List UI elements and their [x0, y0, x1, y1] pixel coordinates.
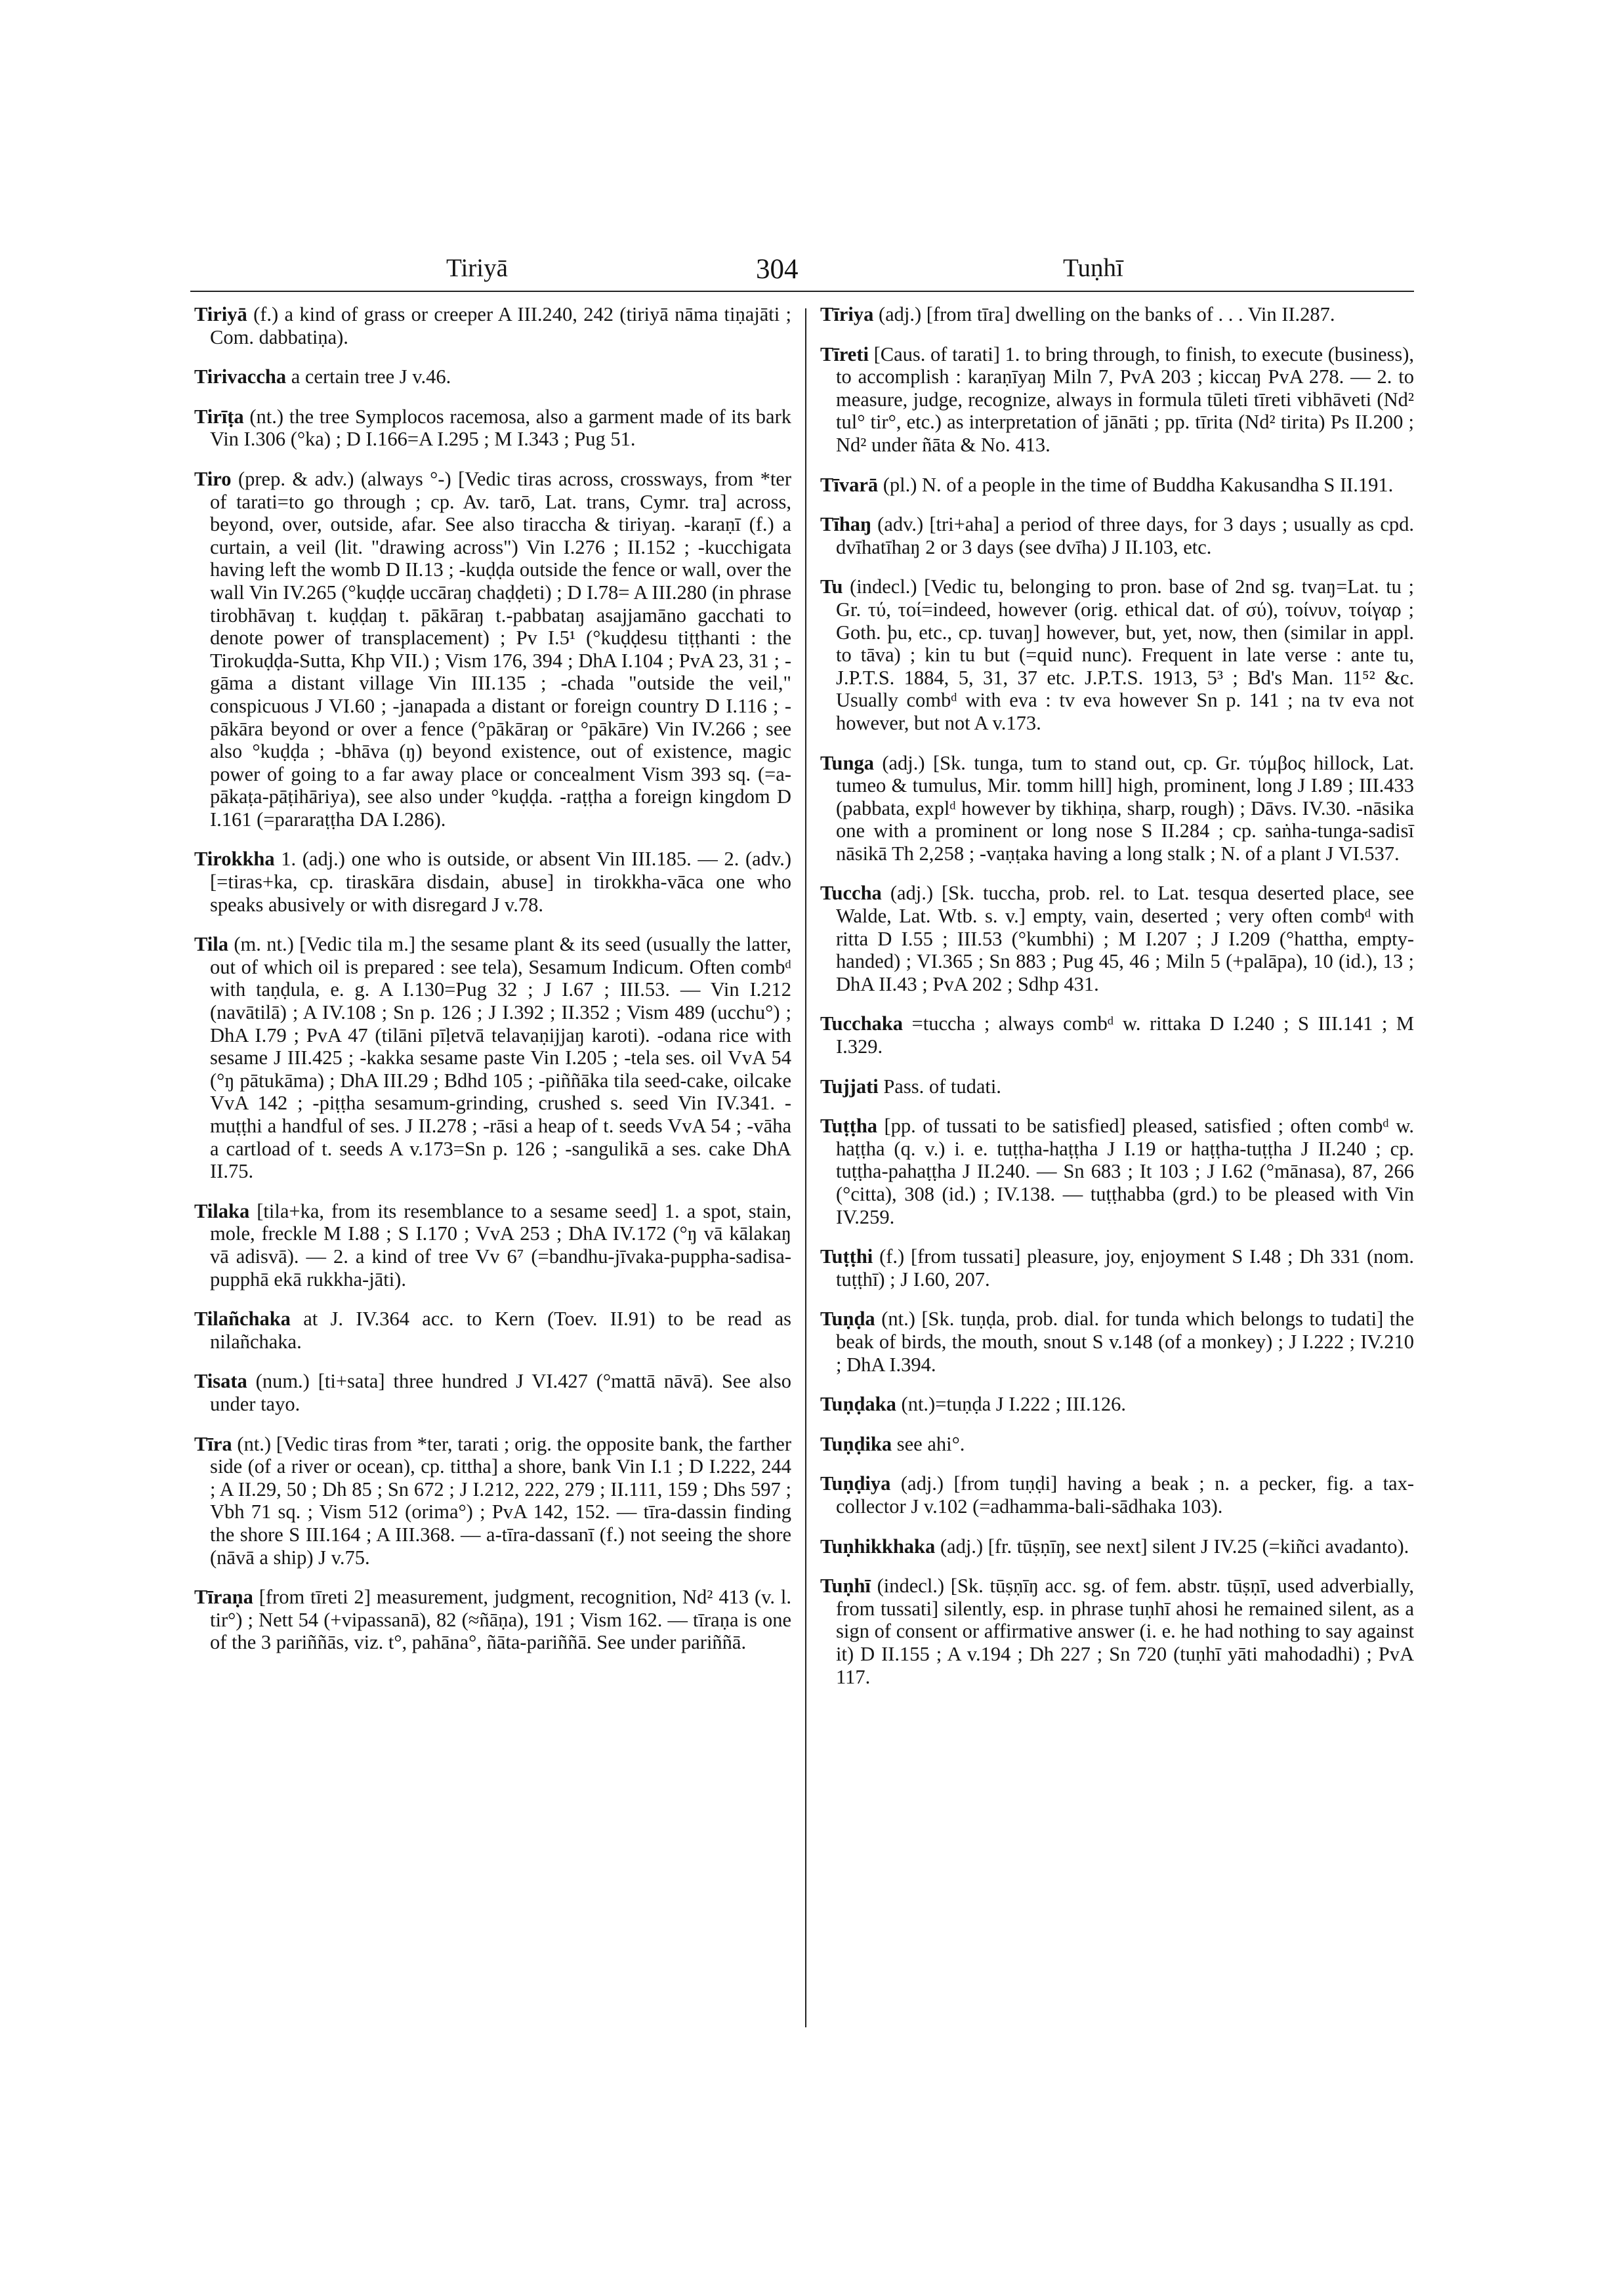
entry-body: (adj.) [from tuṇḍi] having a beak ; n. a pecker, fig. a tax-collector J v.102 (=adhamma-bali-sādhaka 103).	[836, 1472, 1414, 1518]
entry-body: (num.) [ti+sata] three hundred J VI.427 (°mattā nāvā). See also under tayo.	[210, 1370, 791, 1415]
entry-headword: Tisata	[194, 1370, 247, 1393]
column-divider	[805, 308, 806, 2027]
entry-body: (adj.) [Sk. tunga, tum to stand out, cp. Gr. τύμβος hillock, Lat. tumeo & tumulus, Mir. tomm hill] high, prominent, long J I.89 ; III.433 (pabbata, explᵈ however by tikhiṇa, sharp, rough) ; Dāvs. IV.30. -nāsika one with a prominent or long nose S II.284 ; cp. saṅha-tunga-sadisī nāsikā Th 2,258 ; -vaṇṭaka having a long stalk ; N. of a plant J VI.537.	[836, 751, 1414, 865]
dictionary-entry	[820, 1075, 1414, 1098]
entry-headword: Tiriyā	[194, 303, 247, 325]
dictionary-entry	[194, 1200, 791, 1291]
dictionary-entry	[820, 1012, 1414, 1058]
dictionary-entry	[820, 303, 1414, 326]
entry-headword: Tilaka	[194, 1199, 250, 1222]
entry-body: [Caus. of tarati] 1. to bring through, to finish, to execute (business), to accomplish : karaṇīyaŋ Miln 7, PvA 203 ; kiccaŋ PvA 278. — 2. to measure, judge, recognize, always in formula tūleti tīreti vibhāveti (Nd² tul° tir°, etc.) as interpretation of jānāti ; pp. tīrita (Nd² tirita) Ps II.200 ; Nd² under ñāta & No. 413.	[836, 342, 1415, 456]
entry-body: 1. (adj.) one who is outside, or absent Vin III.185. — 2. (adv.) [=tiras+ka, cp. tiraskāra disdain, abuse] in tirokkha-vāca one who speaks abusively or with disregard J v.78.	[210, 848, 791, 916]
entry-headword: Tīvarā	[820, 473, 879, 496]
dictionary-entry	[194, 1308, 791, 1353]
entry-body: =tuccha ; always combᵈ w. rittaka D I.240 ; S III.141 ; M I.329.	[836, 1012, 1415, 1058]
entry-body: (indecl.) [Sk. tūṣṇīŋ acc. sg. of fem. abstr. tūṣṇī, used adverbially, from tussati] silently, esp. in phrase tuṇhī ahosi he remained silent, as a sign of consent or affirmative answer (i. e. he had nothing to say against it) D II.155 ; A v.194 ; Dh 227 ; Sn 720 (tuṇhī yāti mahodadhi) ; PvA 117.	[836, 1575, 1415, 1688]
dictionary-entry	[194, 1586, 791, 1654]
dictionary-entry	[194, 405, 791, 451]
entry-headword: Tuṭṭha	[820, 1115, 878, 1138]
entry-headword: Tirokkha	[194, 848, 275, 871]
dictionary-entry	[820, 1308, 1414, 1376]
left-column	[194, 303, 791, 1671]
dictionary-entry	[194, 1370, 791, 1415]
entry-body: (nt.) [Sk. tuṇḍa, prob. dial. for tunda which belongs to tudati] the beak of birds, the mouth, snout S v.148 (of a monkey) ; J I.222 ; IV.210 ; DhA I.394.	[836, 1308, 1415, 1376]
dictionary-entry	[820, 752, 1414, 865]
dictionary-entry	[194, 303, 791, 348]
entry-body: (nt.) [Vedic tiras from *ter, tarati ; orig. the opposite bank, the farther side (of a river or ocean), cp. tittha] a shore, bank Vin I.1 ; D I.222, 244 ; A II.29, 50 ; Dh 85 ; Sn 672 ; J I.212, 222, 279 ; II.111, 159 ; Dhs 597 ; Vbh 71 sq. ; Vism 512 (orima°) ; PvA 142, 152. — tīra-dassin finding the shore S III.164 ; A III.368. — a-tīra-dassanī (f.) not seeing the shore (nāvā a ship) J v.75.	[210, 1432, 791, 1569]
running-header	[190, 253, 1414, 293]
entry-body: [from tīreti 2] measurement, judgment, recognition, Nd² 413 (v. l. tir°) ; Nett 54 (+vipassanā), 82 (≈ñāṇa), 191 ; Vism 162. — tīraṇa is one of the 3 pariññās, viz. t°, pahāna°, ñāta-pariññā. See under pariññā.	[210, 1586, 791, 1654]
entry-headword: Tīra	[194, 1432, 232, 1455]
entry-body: (adj.) [Sk. tuccha, prob. rel. to Lat. tesqua deserted place, see Walde, Lat. Wtb. s. v.] empty, vain, deserted ; very often combᵈ with rittа D I.55 ; III.53 (°kumbhi) ; M I.207 ; J I.209 (°hattha, empty-handed) ; VI.365 ; Sn 883 ; Pug 45, 46 ; Miln 5 (+palāpa), 10 (id.), 13 ; DhA II.43 ; PvA 202 ; Sdhp 431.	[836, 882, 1415, 995]
entry-headword: Tuṇḍaka	[820, 1393, 896, 1416]
entry-headword: Tuṇhikkhaka	[820, 1535, 936, 1558]
entry-body: at J. IV.364 acc. to Kern (Toev. II.91) to be read as nilañchaka.	[210, 1308, 791, 1353]
entry-headword: Tucchaka	[820, 1012, 904, 1035]
entry-body: (nt.) the tree Symplocos racemosa, also a garment made of its bark Vin I.306 (°ka) ; D I.166=A I.295 ; M I.343 ; Pug 51.	[210, 405, 792, 451]
entry-headword: Tīhaŋ	[820, 513, 871, 536]
dictionary-entry	[194, 1433, 791, 1569]
dictionary-entry	[820, 1472, 1414, 1518]
entry-headword: Tila	[194, 933, 228, 956]
entry-body: (indecl.) [Vedic tu, belonging to pron. base of 2nd sg. tvaŋ=Lat. tu ; Gr. τύ, τοί=indeed, however (orig. ethical dat. of σύ), τοίνυν, τοίγαρ ; Goth. þu, etc., cp. tuvaŋ] however, but, yet, now, then (similar in appl. to tāva) ; kin tu but (=quid nunc). Frequent in late verse : ante tu, J.P.T.S. 1884, 5, 31, 37 etc. J.P.T.S. 1913, 5³ ; Bd's Man. 11⁵² &c. Usually combᵈ with eva : tv eva however Sn p. 141 ; na tv eva not however, but not A v.173.	[836, 575, 1414, 734]
dictionary-entry	[820, 575, 1414, 734]
entry-body: (f.) [from tussati] pleasure, joy, enjoyment S I.48 ; Dh 331 (nom. tuṭṭhī) ; J I.60, 207.	[836, 1245, 1414, 1291]
dictionary-entry	[820, 1433, 1414, 1456]
entry-headword: Tunga	[820, 751, 874, 774]
entry-headword: Tirīṭa	[194, 405, 244, 428]
entry-headword: Tīreti	[820, 342, 869, 365]
dictionary-entry	[820, 1575, 1414, 1688]
right-column	[820, 303, 1414, 1705]
entry-body: [tila+ka, from its resemblance to a sesame seed] 1. a spot, stain, mole, freckle M I.88 ; S I.170 ; VvA 253 ; DhA IV.172 (°ŋ vā kālakaŋ vā adisvā). — 2. a kind of tree Vv 6⁷ (=bandhu-jīvaka-puppha-sadisa-pupphā ekā rukkha-jāti).	[210, 1199, 791, 1291]
entry-headword: Tu	[820, 575, 843, 598]
entry-headword: Tuṭṭhi	[820, 1245, 873, 1268]
entry-headword: Tiro	[194, 467, 232, 490]
entry-headword: Tuṇhī	[820, 1575, 871, 1598]
entry-body: a certain tree J v.46.	[291, 365, 451, 388]
entry-headword: Tuṇḍika	[820, 1432, 892, 1455]
dictionary-entry	[820, 474, 1414, 497]
entry-body: (f.) a kind of grass or creeper A III.240, 242 (tiriyā nāma tiṇajāti ; Com. dabbatiṇa).	[210, 303, 792, 348]
entry-headword: Tuṇḍiya	[820, 1472, 891, 1495]
entry-body: [pp. of tussati to be satisfied] pleased, satisfied ; often combᵈ w. haṭṭha (q. v.) i. e. tuṭṭha-haṭṭha J I.19 or haṭṭha-tuṭṭha J II.240 ; cp. tuṭṭha-pahaṭṭha J II.240. — Sn 683 ; It 103 ; J I.62 (°mānasa), 87, 266 (°citta), 308 (id.) ; IV.138. — tuṭṭhabba (grd.) to be pleased with Vin IV.259.	[836, 1115, 1414, 1228]
dictionary-entry	[820, 1393, 1414, 1416]
entry-body: (adj.) [fr. tūṣṇīŋ, see next] silent J IV.25 (=kiñci avadanto).	[940, 1535, 1409, 1558]
entry-body: (m. nt.) [Vedic tila m.] the sesame plant & its seed (usually the latter, out of which oil is prepared : see tela), Sesamum Indicum. Often combᵈ with taṇḍula, e. g. A I.130=Pug 32 ; J I.67 ; III.53. — Vin I.212 (navātilā) ; A IV.108 ; Sn p. 126 ; J I.392 ; II.352 ; Vism 489 (ucchu°) ; DhA I.79 ; PvA 47 (tilāni pīḷetvā telavaṇijjaŋ karoti). -odana rice with sesame J III.425 ; -kakka sesame paste Vin I.205 ; -tela ses. oil VvA 54 (°ŋ pātukāma) ; DhA III.29 ; Bdhd 105 ; -piññāka tila seed-cake, oilcake VvA 142 ; -piṭṭha sesamum-grinding, crushed s. seed Vin IV.341. -muṭṭhi a handful of ses. J II.278 ; -rāsi a heap of t. seeds VvA 54 ; -vāha a cartload of t. seeds A v.173=Sn p. 126 ; -sangulikā a ses. cake DhA II.75.	[210, 933, 792, 1183]
entry-body: (pl.) N. of a people in the time of Buddha Kakusandha S II.191.	[883, 473, 1394, 496]
entry-body: (prep. & adv.) (always °-) [Vedic tiras across, crossways, from *ter of tarati=to go through ; cp. Av. tarō, Lat. trans, Cymr. tra] across, beyond, over, outside, afar. See also tiraccha & tiriyaŋ. -karaṇī (f.) a curtain, a veil (lit. "drawing across") Vin I.276 ; II.152 ; -kucchigata having left the womb D II.13 ; -kuḍḍa outside the fence or wall, over the wall Vin IV.265 (°kuḍḍe uccāraŋ chaḍḍeti) ; D I.78= A III.280 (in phrase tirobhāvaŋ t. kuḍḍaŋ t. pākāraŋ t.-pabbataŋ asajjamāno gacchati to denote power of transplacement) ; Pv I.5¹ (°kuḍḍesu tiṭṭhanti : the Tirokuḍḍa-Sutta, Khp VII.) ; Vism 176, 394 ; DhA I.104 ; PvA 23, 31 ; -gāma a distant village Vin III.135 ; -chada "outside the veil," conspicuous J VI.60 ; -janapada a distant or foreign country D I.116 ; -pākāra beyond or over a fence (°pākāraŋ or °pākāre) Vin IV.266 ; see also °kuḍḍa ; -bhāva (ŋ) beyond existence, out of existence, magic power of going to a far away place or concealment Vism 393 sq. (=a-pākaṭa-pāṭihāriya), see also under °kuḍḍa. -raṭṭha a foreign kingdom D I.161 (=pararaṭṭha DA I.286).	[210, 467, 791, 831]
dictionary-entry	[194, 848, 791, 916]
entry-headword: Tirivaccha	[194, 365, 287, 388]
dictionary-entry	[194, 468, 791, 831]
entry-headword: Tuccha	[820, 882, 882, 905]
entry-headword: Tujjati	[820, 1075, 879, 1098]
dictionary-entry	[820, 1115, 1414, 1228]
entry-body: (nt.)=tuṇḍa J I.222 ; III.126.	[901, 1393, 1127, 1416]
entry-headword: Tilañchaka	[194, 1308, 291, 1331]
dictionary-entry	[820, 1245, 1414, 1291]
entry-headword: Tīraṇa	[194, 1586, 253, 1609]
entry-body: see ahi°.	[896, 1432, 965, 1455]
dictionary-entry	[820, 513, 1414, 558]
page-number: 304	[756, 254, 799, 285]
entry-body: (adj.) [from tīra] dwelling on the banks of . . . Vin II.287.	[878, 303, 1335, 325]
dictionary-entry	[820, 343, 1414, 457]
dictionary-entry	[820, 882, 1414, 995]
header-rule	[190, 291, 1414, 292]
entry-headword: Tīriya	[820, 303, 874, 325]
dictionary-entry	[194, 933, 791, 1183]
entry-headword: Tuṇḍa	[820, 1308, 875, 1331]
dictionary-entry	[194, 365, 791, 388]
right-guide-word: Tuṇhī	[1063, 254, 1123, 282]
entry-body: (adv.) [tri+aha] a period of three days, for 3 days ; usually as cpd. dvīhatīhaŋ 2 or 3 days (see dvīha) J II.103, etc.	[836, 513, 1415, 558]
left-guide-word: Tiriyā	[446, 254, 508, 282]
entry-body: Pass. of tudati.	[883, 1075, 1001, 1098]
dictionary-entry	[820, 1535, 1414, 1558]
